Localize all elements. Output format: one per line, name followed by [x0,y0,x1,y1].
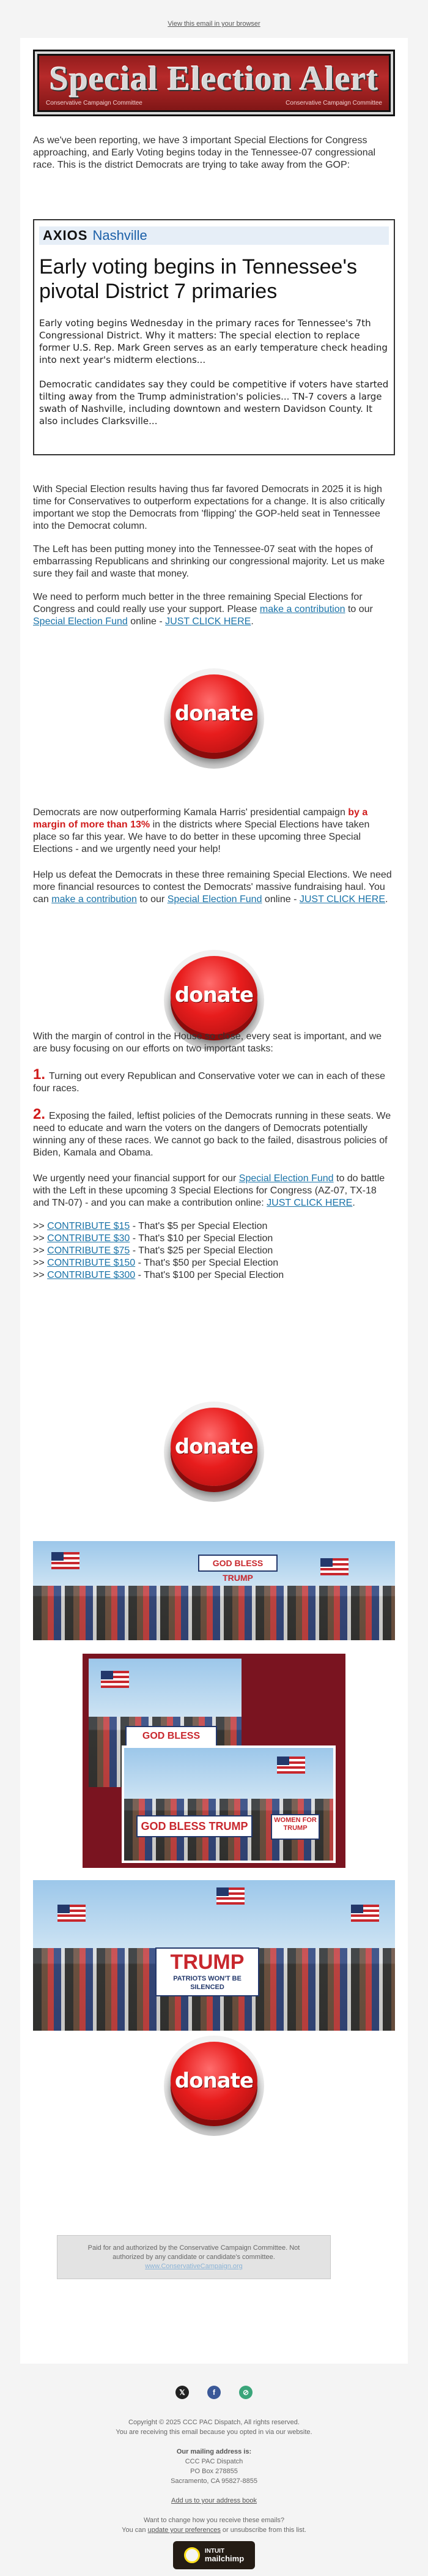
opt-in-reason: You are receiving this email because you opted in via our website. [116,2429,312,2436]
body1-paragraph-3 [33,591,395,628]
donate-label: donate [174,983,254,1007]
american-flag-icon [320,1558,349,1575]
donate-button-4-wrap [33,2036,395,2136]
disclaimer-box [57,2235,331,2279]
website-link[interactable]: www.ConservativeCampaign.org [145,2263,243,2270]
special-election-alert-banner [33,50,395,116]
donate-button-face [171,674,257,753]
donate-button-face [171,2042,257,2120]
contribution-row [33,1269,395,1282]
axios-header [39,226,389,245]
text: Help us defeat the Democrats in these three remaining Special Elections. We need more financial resources to contest the Democrats' massive fundraising haul. You can [33,870,392,905]
rally-photo-3 [33,1880,395,2031]
email-card [20,38,408,2364]
contribute-text: - That's $100 per Special Election [135,1270,284,1280]
banner-sub-left: Conservative Campaign Committee [46,100,142,106]
body-section-3 [33,1031,395,1282]
contribute-text: - That's $25 per Special Election [130,1245,273,1256]
body-section-1 [33,483,395,628]
mailchimp-badge[interactable] [173,2541,255,2569]
rally-sign: GOD BLESS TRUMP [136,1815,253,1837]
contribution-row [33,1245,395,1257]
donate-button[interactable] [164,668,264,769]
footer-addressbook [0,2496,428,2506]
contribution-list [33,1220,395,1282]
prefix: >> [33,1233,48,1244]
task-item-1 [33,1066,395,1095]
task-text: Turning out every Republican and Conservative voter we can in each of these four races. [33,1071,385,1094]
just-click-here-link[interactable]: JUST CLICK HERE [165,616,251,627]
intuit-label: INTUIT [204,2548,225,2555]
contribute-text: - That's $5 per Special Election [130,1221,268,1231]
special-election-fund-link[interactable]: Special Election Fund [33,616,128,627]
mailchimp-label: mailchimp [204,2554,245,2563]
axios-location: Nashville [92,228,147,243]
text: or [220,2526,231,2534]
footer-preferences [0,2515,428,2535]
task-text: Exposing the failed, leftist policies of the Democrats running in these seats. We need to educate and warn the voters on the dangers of Democrats potentially winning any of these races. We cannot go back to the failed, disastrous policies of Biden, Kamala and Obama. [33,1111,391,1158]
task-item-2 [33,1108,395,1159]
text: . [385,894,388,905]
body1-paragraph-2: The Left has been putting money into the Tennessee-07 seat with the hopes of embarrassing Republicans and shrinking our congressional majority. Let us make sure they fail and waste that money. [33,544,385,579]
text: to our [136,894,168,905]
rally-sign: WOMEN FOR TRUMP [271,1814,320,1840]
donate-button-face [171,956,257,1034]
rally-sign [155,1947,259,1996]
american-flag-icon [351,1905,379,1922]
view-in-browser-link[interactable]: View this email in your browser [168,20,260,28]
add-to-addressbook-link[interactable]: Add us to your address book [171,2497,257,2504]
x-icon[interactable]: 𝕏 [175,2386,189,2399]
highlight-margin: by a margin of more than 13% [33,807,368,830]
contribute-link[interactable]: CONTRIBUTE $15 [47,1221,130,1231]
just-click-here-link[interactable]: JUST CLICK HERE [299,894,386,905]
donate-label: donate [174,2069,254,2093]
text: online - [262,894,300,905]
banner-sub-right: Conservative Campaign Committee [286,100,382,106]
article-paragraph-2: Democratic candidates say they could be competitive if voters have started tilting away from the Trump administration's policies... TN-7 covers a large swath of Nashville, including downtown and western Davidson County. It also includes Clarksville... [39,379,389,427]
contribution-row [33,1257,395,1269]
update-preferences-link[interactable]: update your preferences [147,2526,221,2534]
mailchimp-logo-icon [184,2547,200,2563]
donate-button[interactable] [164,2036,264,2136]
text: . [352,1198,355,1208]
social-links [0,2386,428,2399]
special-election-fund-link[interactable]: Special Election Fund [167,894,262,905]
disclaimer-line-2: authorized by any candidate or candidate's committee. [113,2253,275,2261]
rally-photo-1 [33,1541,395,1640]
contribute-link[interactable]: CONTRIBUTE $30 [47,1233,130,1244]
text: in the districts where Special Elections have taken place so far this year. We have to do better in these upcoming three Special Elections - and we urgently need your help! [33,819,370,854]
contribution-row [33,1233,395,1245]
axios-article-quote [33,219,395,455]
body3-paragraph-4 [33,1173,395,1209]
banner-subtitle-row [35,100,393,106]
contribute-text: - That's $50 per Special Election [135,1258,279,1268]
text: to do battle with the Left in these upcoming 3 Special Elections for Congress (AZ-07, TX-18 and TN-07) - and you can make a contribution online: [33,1173,385,1208]
intro-paragraph: As we've been reporting, we have 3 important Special Elections for Congress approaching, and Early Voting begins today in the Tennessee-07 congressional race. This is the district Democrats are trying to take away from the GOP: [33,135,376,170]
mailchimp-text [205,2548,244,2563]
just-click-here-link[interactable]: JUST CLICK HERE [267,1198,353,1208]
american-flag-icon [51,1552,79,1569]
rally-photo-2b [122,1745,336,1863]
contribute-link[interactable]: CONTRIBUTE $75 [47,1245,130,1256]
crowd [33,1586,395,1640]
contribution-row [33,1220,395,1233]
change-text: Want to change how you receive these emails? [143,2517,285,2524]
body3-paragraph-1: With the margin of control in the House so close, every seat is important, and we are busy focusing on our efforts on two important tasks: [33,1031,382,1054]
donate-button[interactable] [164,1402,264,1502]
text: online - [127,616,166,627]
footer-copyright [0,2417,428,2437]
body-section-2 [33,807,395,906]
donate-label: donate [174,701,254,726]
facebook-icon[interactable]: f [207,2386,221,2399]
text: Democrats are now outperforming Kamala Harris' presidential campaign [33,807,349,818]
american-flag-icon [57,1905,86,1922]
make-contribution-link[interactable]: make a contribution [51,894,137,905]
donate-button-3-wrap [33,1402,395,1502]
sign-text: TRUMP [170,1951,245,1974]
prefix: >> [33,1245,48,1256]
american-flag-icon [277,1757,305,1774]
rally-sign: GOD BLESS TRUMP [198,1555,278,1572]
article-headline: Early voting begins in Tennessee's pivotal District 7 primaries [39,255,357,303]
sign-text: PATRIOTS WON'T BE SILENCED [173,1975,242,1991]
text: You can [122,2526,148,2534]
text: to our [345,604,373,614]
task-number: 1. [33,1066,46,1083]
banner-title: Special Election Alert [49,60,379,98]
footer-address [0,2447,428,2486]
text: . [304,2526,306,2534]
prefix: >> [33,1221,48,1231]
text: We need to perform much better in the three remaining Special Elections for Congress and could really use your support. Please [33,592,363,614]
preferences-line [0,2525,428,2535]
copyright-text: Copyright © 2025 CCC PAC Dispatch, All rights reserved. [128,2419,300,2426]
rally-photo-2-collage [83,1654,345,1868]
disclaimer-line-1: Paid for and authorized by the Conservative Campaign Committee. Not [87,2244,300,2252]
address-line: PO Box 278855 [190,2468,238,2475]
mailing-label: Our mailing address is: [176,2448,252,2455]
website-icon[interactable]: ⊘ [239,2386,253,2399]
donate-button-1-wrap [33,668,395,769]
american-flag-icon [101,1671,129,1688]
body2-paragraph-2 [33,869,395,906]
body1-paragraph-1: With Special Election results having thus far favored Democrats in 2025 it is high time for Conservatives to outperform expectations for a change. It is also critically important we stop the Democrats from 'flipping' the GOP-held seat in Tennessee into the Democrat column. [33,484,385,531]
donate-button-face [171,1408,257,1486]
unsubscribe-link[interactable]: unsubscribe from this list [230,2526,304,2534]
contribute-link[interactable]: CONTRIBUTE $150 [47,1258,136,1268]
body2-paragraph-1 [33,807,395,856]
address-line: Sacramento, CA 95827-8855 [171,2477,257,2485]
task-number: 2. [33,1106,46,1122]
donate-label: donate [174,1435,254,1459]
make-contribution-link[interactable]: make a contribution [259,604,345,614]
prefix: >> [33,1270,48,1280]
prefix: >> [33,1258,48,1268]
special-election-fund-link[interactable]: Special Election Fund [238,1173,334,1184]
address-line: CCC PAC Dispatch [185,2458,243,2465]
top-bar [0,0,428,38]
article-paragraph-1: Early voting begins Wednesday in the primary races for Tennessee's 7th Congressional District. Why it matters: The special election to replace former U.S. Rep. Mark Green serves as an early temperature check heading into next year's midterm elections... [39,318,388,365]
contribute-link[interactable]: CONTRIBUTE $300 [47,1270,136,1280]
axios-logo: AXIOS [43,228,88,243]
rally-sign: GOD BLESS [125,1726,217,1747]
american-flag-icon [216,1887,245,1905]
contribute-text: - That's $10 per Special Election [130,1233,273,1244]
text: We urgently need your financial support for our [33,1173,239,1184]
text: . [251,616,254,627]
